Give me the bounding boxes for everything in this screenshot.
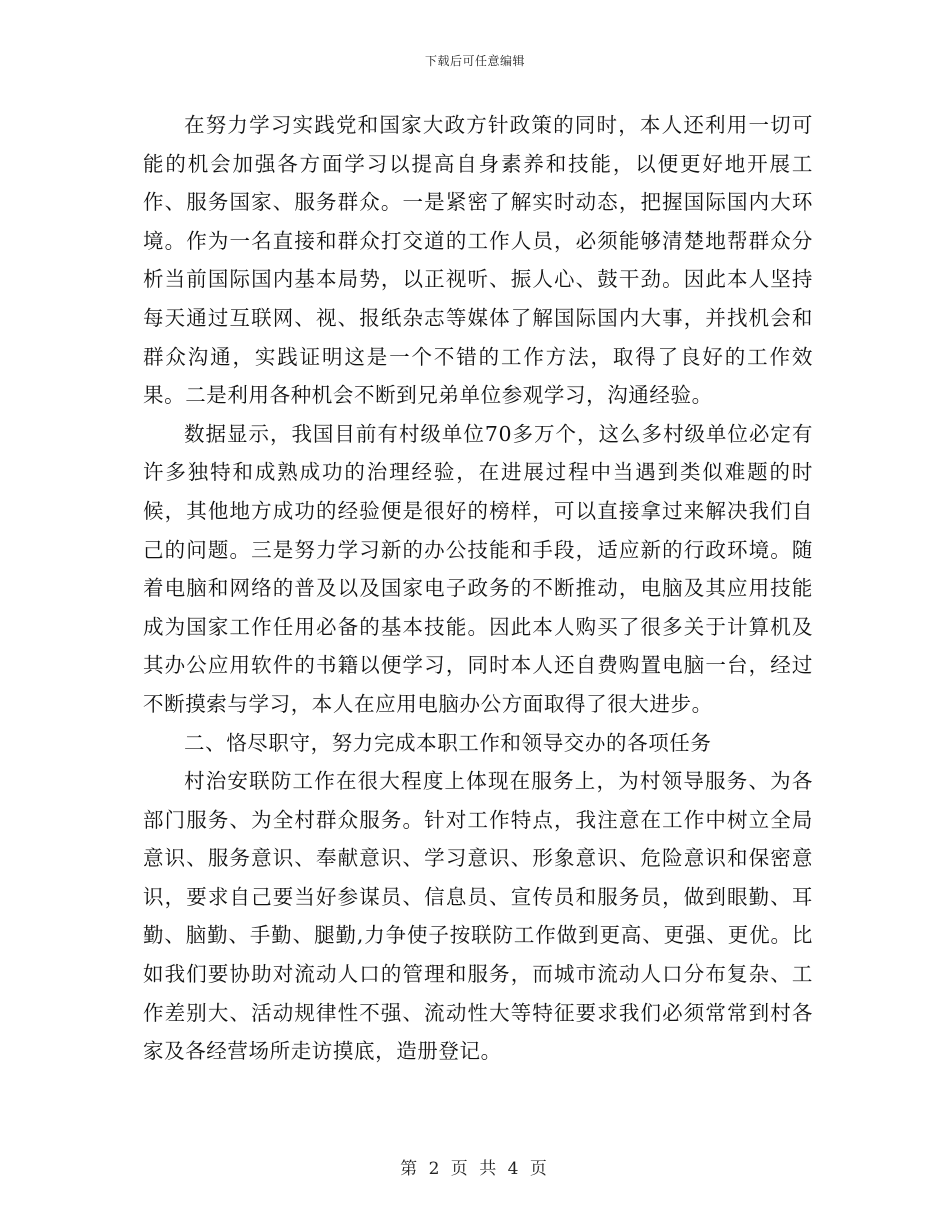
paragraph-study: 在努力学习实践党和国家大政方针政策的同时，本人还利用一切可能的机会加强各方面学习以提高自身素养和技能，以便更好地开展工作、服务国家、服务群众。一是紧密了解实时动态，把握国际国内大环境。作为一名直接和群众打交道的工作人员，必须能够清楚地帮群众分析当前国际国内基本局势，以正视听、振人心、鼓干劲。因此本人坚持每天通过互联网、视、报纸杂志等媒体了解国际国内大事，并找机会和群众沟通，实践证明这是一个不错的工作方法，取得了良好的工作效果。二是利用各种机会不断到兄弟单位参观学习，沟通经验。 [143, 113, 813, 408]
document-body [143, 106, 813, 1071]
page-number: 第 2 页 共 4 页 [400, 1159, 550, 1179]
page-header: 下载后可任意编辑 [424, 54, 525, 68]
paragraph-service: 村治安联防工作在很大程度上体现在服务上，为村领导服务、为各部门服务、为全村群众服务。针对工作特点，我注意在工作中树立全局意识、服务意识、奉献意识、学习意识、形象意识、危险意识和保密意识，要求自己要当好参谋员、信息员、宣传员和服务员，做到眼勤、耳勤、脑勤、手勤、腿勤,力争使子按联防工作做到更高、更强、更优。比如我们要协助对流动人口的管理和服务，而城市流动人口分布复杂、工作差别大、活动规律性不强、流动性大等特征要求我们必须常常到村各家及各经营场所走访摸底，造册登记。 [143, 769, 813, 1064]
section-heading: 二、恪尽职守，努力完成本职工作和领导交办的各项任务 [184, 730, 712, 755]
paragraph-experience: 数据显示，我国目前有村级单位70多万个，这么多村级单位必定有许多独特和成熟成功的治理经验，在进展过程中当遇到类似难题的时候，其他地方成功的经验便是很好的榜样，可以直接拿过来解决我们自己的问题。三是努力学习新的办公技能和手段，适应新的行政环境。随着电脑和网络的普及以及国家电子政务的不断推动，电脑及其应用技能成为国家工作任用必备的基本技能。因此本人购买了很多关于计算机及其办公应用软件的书籍以便学习，同时本人还自费购置电脑一台，经过不断摸索与学习，本人在应用电脑办公方面取得了很大进步。 [143, 421, 813, 716]
